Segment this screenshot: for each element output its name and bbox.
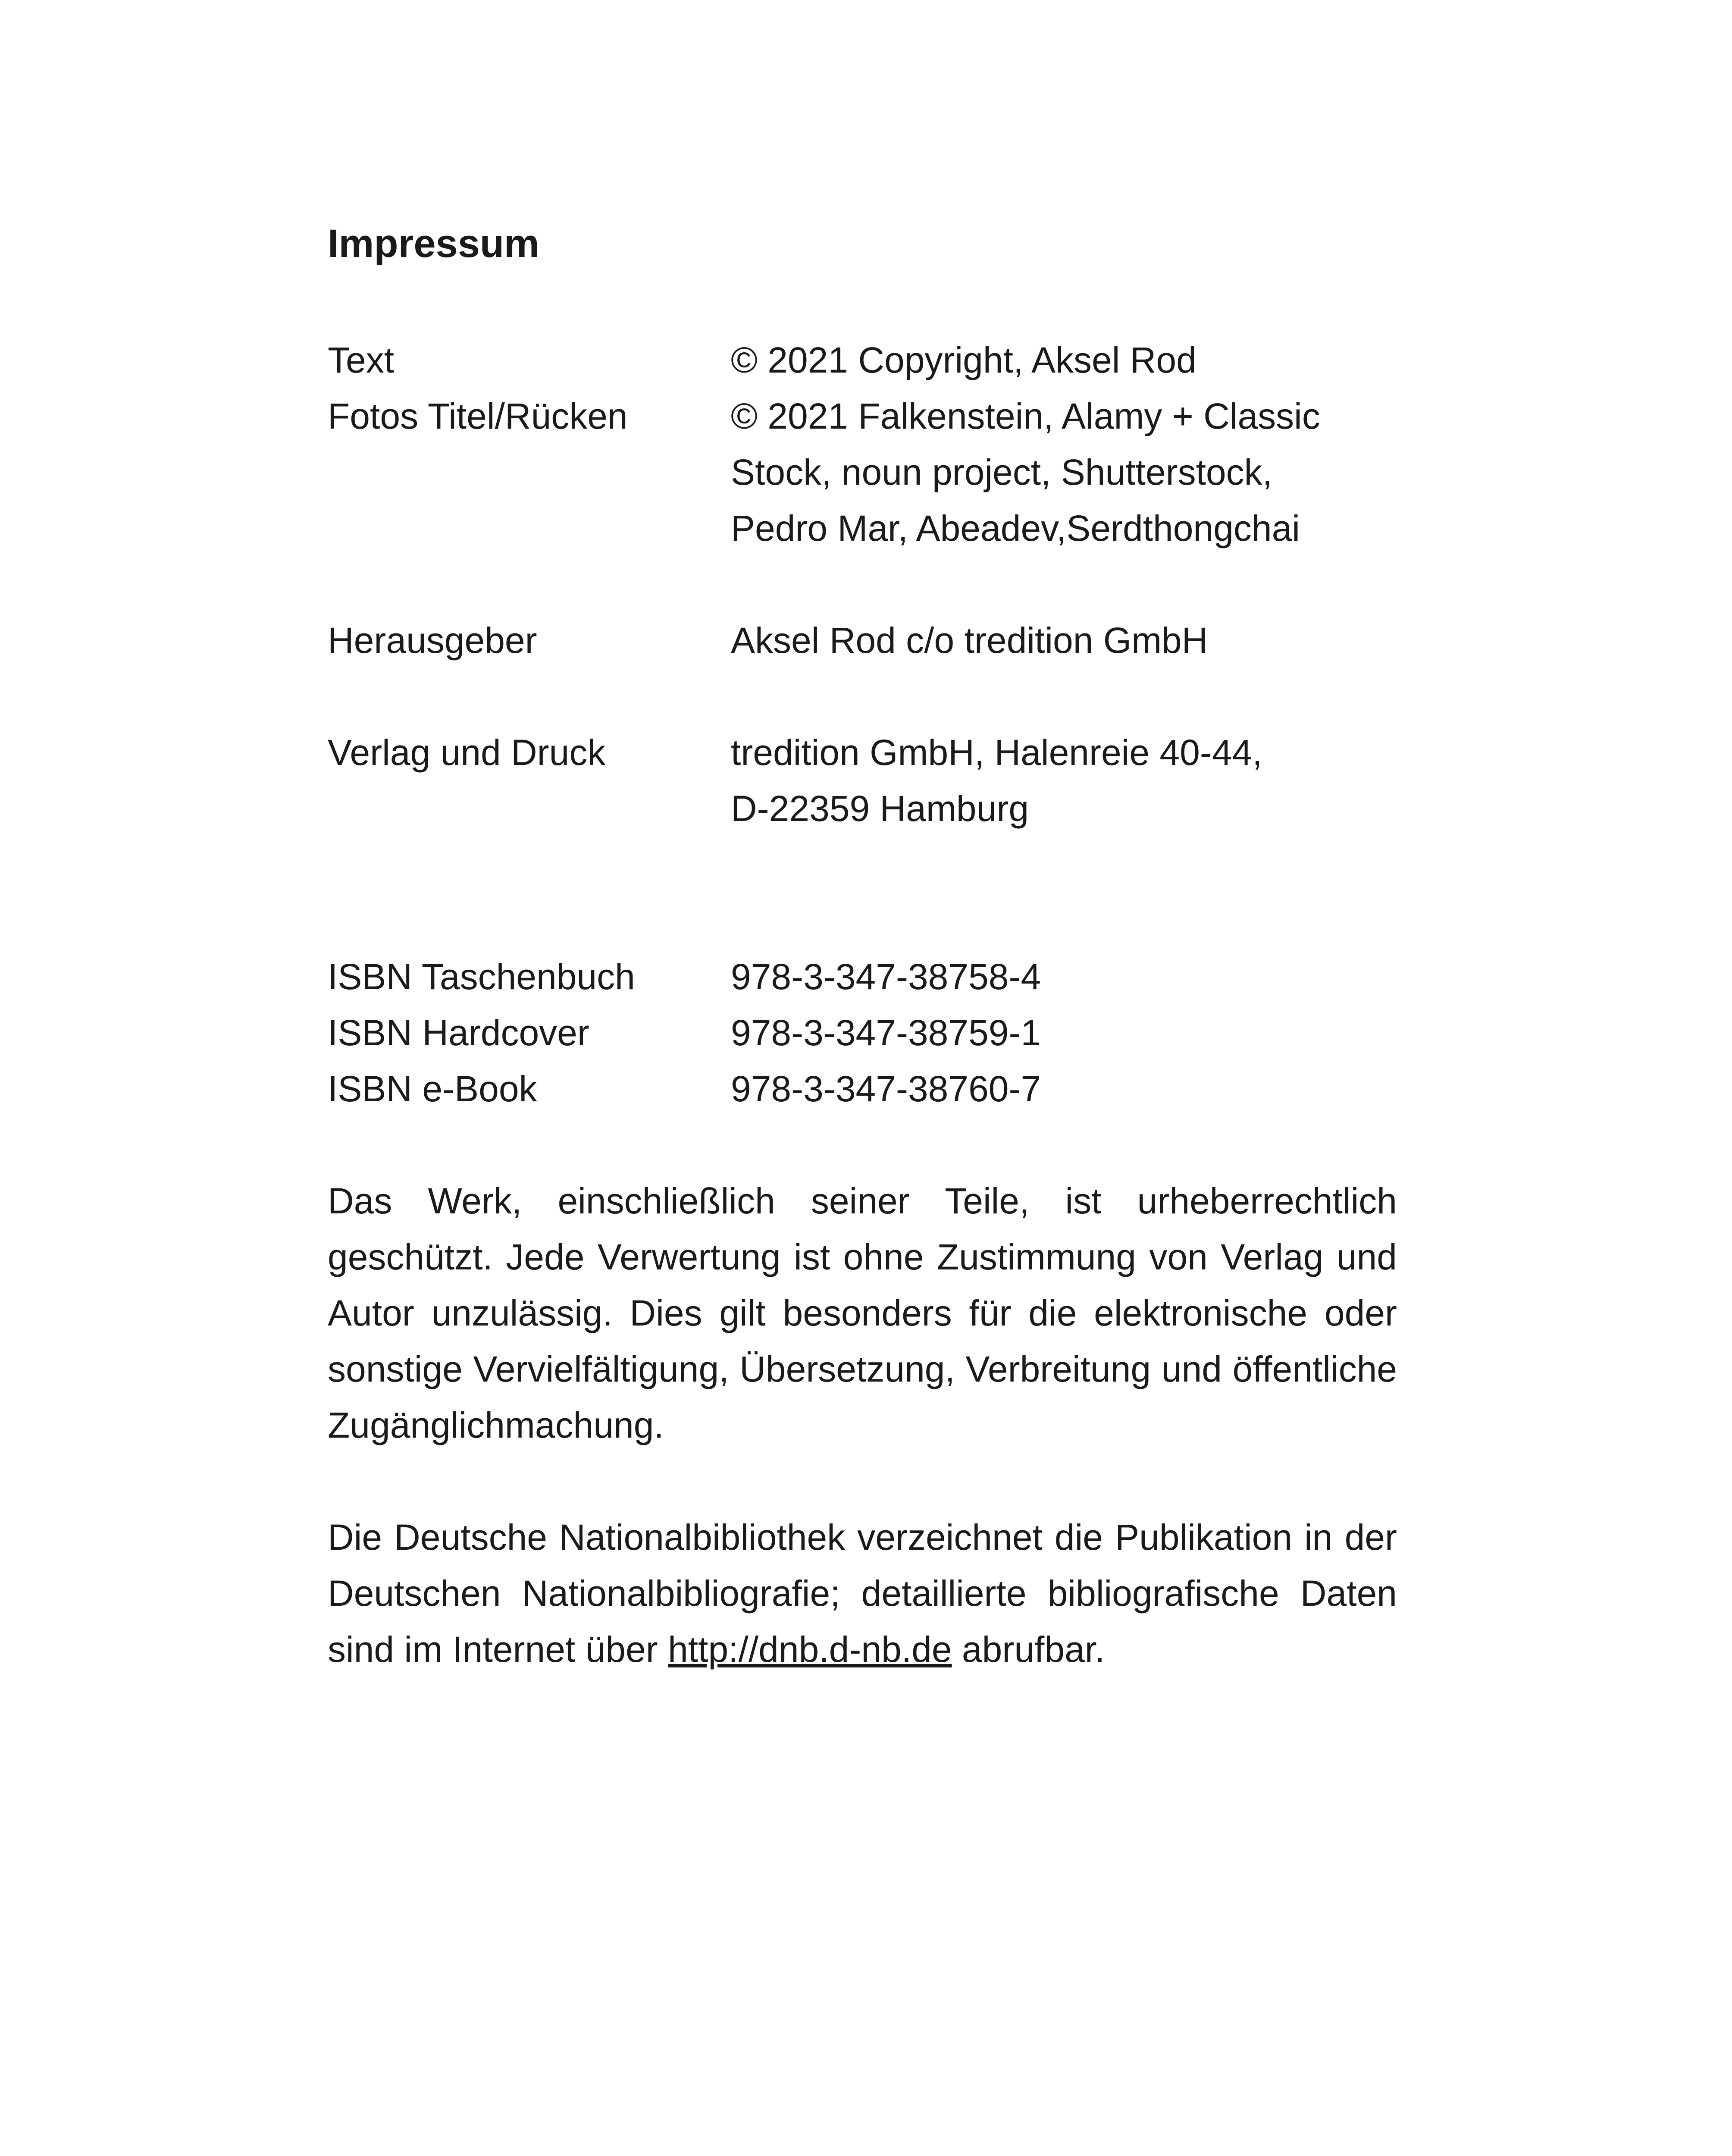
row-value (731, 332, 1397, 388)
row-label: ISBN Taschenbuch (328, 956, 635, 997)
row-label: ISBN Hardcover (328, 1012, 589, 1053)
row-label: Herausgeber (328, 620, 537, 661)
value-line: D-22359 Hamburg (731, 788, 1029, 829)
value-line: 978-3-347-38760-7 (731, 1069, 1041, 1109)
value-line: Pedro Mar, Abeadev,Serdthongchai (731, 508, 1300, 548)
value-line: © 2021 Falkenstein, Alamy + Classic (731, 396, 1320, 436)
row-value (731, 388, 1397, 556)
value-line: Aksel Rod c/o tredition GmbH (731, 620, 1208, 661)
dnb-link[interactable]: http://dnb.d-nb.de (668, 1629, 952, 1670)
row-value (731, 724, 1397, 837)
row-value (731, 612, 1397, 668)
value-line: tredition GmbH, Halenreie 40-44, (731, 732, 1262, 773)
page-title: Impressum (328, 222, 539, 266)
row-label: Verlag und Druck (328, 732, 606, 773)
row-value (731, 1061, 1397, 1117)
row-label: ISBN e-Book (328, 1069, 537, 1109)
row-value (731, 949, 1397, 1005)
row-label: Fotos Titel/Rücken (328, 396, 628, 436)
value-line: © 2021 Copyright, Aksel Rod (731, 340, 1196, 380)
value-line: Stock, noun project, Shutterstock, (731, 452, 1272, 492)
value-line: 978-3-347-38758-4 (731, 956, 1041, 997)
dnb-text-before: Die Deutsche Nationalbibliothek verzeichnet die Publikation in der Deutschen Nationalbibliografie; detaillierte bibliografische Daten sind im Internet über (328, 1517, 1397, 1670)
copyright-notice: Das Werk, einschließlich seiner Teile, ist urheberrechtlich geschützt. Jede Verwertung ist ohne Zustimmung von Verlag und Autor unzulässig. Dies gilt besonders für die elektronische oder sonstige Vervielfältigung, Übersetzung, Verbreitung und öffentliche Zugänglichmachung. (328, 1181, 1397, 1445)
row-value (731, 1005, 1397, 1061)
dnb-text-after: abrufbar. (952, 1629, 1105, 1670)
dnb-notice (328, 1509, 1397, 1677)
value-line: 978-3-347-38759-1 (731, 1012, 1041, 1053)
row-label: Text (328, 340, 395, 380)
